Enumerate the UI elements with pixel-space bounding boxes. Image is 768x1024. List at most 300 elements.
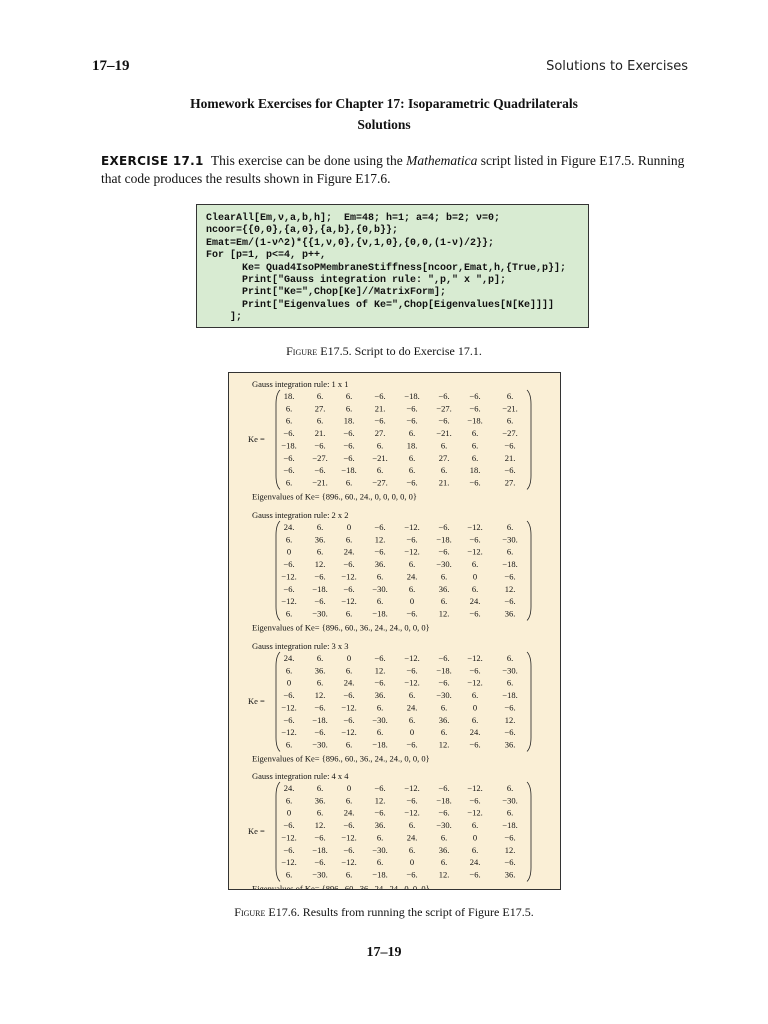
matrix-bracket-left <box>276 652 280 751</box>
matrix-cell: −6. <box>374 783 386 793</box>
matrix-cell: 24. <box>406 702 418 713</box>
matrix-cell: 6. <box>408 559 416 570</box>
matrix-cell: 6. <box>471 714 479 725</box>
matrix-cell: 12. <box>438 739 450 750</box>
matrix-cell: −18. <box>341 465 357 476</box>
matrix-cell: −6. <box>314 702 326 713</box>
matrix-cell: 6. <box>471 690 479 701</box>
matrix-cell: −18. <box>372 869 388 880</box>
matrix-cell: −12. <box>281 702 297 713</box>
matrix-bracket-left <box>276 521 280 620</box>
matrix-cell: −6. <box>343 559 355 570</box>
matrix-cell: 6. <box>471 844 479 855</box>
matrix-cell: 6. <box>471 820 479 831</box>
matrix-cell: −18. <box>312 583 328 594</box>
matrix-cell: −12. <box>467 807 483 818</box>
matrix-cell: 6. <box>285 534 293 545</box>
ke-label: Ke = <box>248 826 265 837</box>
matrix-cell: 36. <box>504 608 516 619</box>
matrix-cell: 24. <box>283 522 295 532</box>
matrix-cell: −12. <box>281 832 297 843</box>
matrix-cell: −6. <box>343 428 355 439</box>
matrix-cell: −6. <box>406 534 418 545</box>
matrix-cell: −18. <box>502 559 518 570</box>
matrix-cell: 12. <box>504 583 516 594</box>
matrix-cell: 18. <box>469 465 481 476</box>
matrix-cell: −18. <box>312 714 328 725</box>
matrix-cell: −6. <box>314 440 326 451</box>
results-output <box>228 372 561 890</box>
matrix-cell: −6. <box>504 702 516 713</box>
matrix-cell: 36. <box>438 844 450 855</box>
matrix-cell: −6. <box>314 596 326 607</box>
matrix-cell: −12. <box>404 783 420 793</box>
matrix-cell: 6. <box>471 583 479 594</box>
matrix-cell: −6. <box>406 739 418 750</box>
matrix-cell: −12. <box>404 546 420 557</box>
matrix-cell: −6. <box>469 869 481 880</box>
running-header: Solutions to Exercises <box>546 59 688 74</box>
matrix-cell: −6. <box>374 546 386 557</box>
matrix-cell: −6. <box>438 807 450 818</box>
matrix-cell: −6. <box>374 415 386 426</box>
matrix-cell: −6. <box>406 415 418 426</box>
matrix-cell: −12. <box>281 596 297 607</box>
matrix-cell: −6. <box>314 727 326 738</box>
matrix-cell: 24. <box>283 783 295 793</box>
matrix-cell: 36. <box>438 583 450 594</box>
matrix-cell: −21. <box>312 477 328 488</box>
matrix-cell: 6. <box>345 739 353 750</box>
matrix-cell: −6. <box>504 440 516 451</box>
matrix-cell: 6. <box>285 415 293 426</box>
matrix-cell: −6. <box>438 522 450 532</box>
figure-caption-text: E17.5. Script to do Exercise 17.1. <box>320 344 482 358</box>
matrix-cell: 24. <box>469 596 481 607</box>
matrix-cell: −12. <box>281 571 297 582</box>
matrix-cell: 27. <box>374 428 386 439</box>
matrix-cell: −30. <box>312 608 328 619</box>
matrix-cell: 6. <box>345 665 353 676</box>
matrix-cell: 6. <box>376 727 384 738</box>
matrix-cell: 0 <box>346 783 352 793</box>
matrix-cell: 6. <box>316 546 324 557</box>
matrix-cell: −6. <box>469 665 481 676</box>
matrix-cell: −6. <box>504 571 516 582</box>
figure-caption-text: E17.6. Results from running the script of Figure E17.5. <box>268 905 534 919</box>
matrix-cell: 6. <box>345 869 353 880</box>
matrix-bracket-left <box>276 782 280 881</box>
matrix-cell: −30. <box>372 714 388 725</box>
matrix-cell: 6. <box>408 428 416 439</box>
matrix-cell: −6. <box>406 869 418 880</box>
matrix-cell: 6. <box>316 391 324 401</box>
matrix-cell: 6. <box>345 477 353 488</box>
code-line: ClearAll[Em,ν,a,b,h]; Em=48; h=1; a=4; b=2; ν=0; <box>206 213 501 224</box>
matrix-cell: −18. <box>372 608 388 619</box>
matrix-cell: −6. <box>469 795 481 806</box>
matrix-cell: −6. <box>438 783 450 793</box>
matrix-cell: 6. <box>316 522 324 532</box>
matrix-cell: −18. <box>436 795 452 806</box>
matrix-cell: −6. <box>343 452 355 463</box>
matrix-cell: 6. <box>471 559 479 570</box>
matrix-cell: 0 <box>409 596 415 607</box>
matrix-cell: −12. <box>404 807 420 818</box>
page-number-top: 17–19 <box>92 58 130 74</box>
matrix-cell: −18. <box>467 415 483 426</box>
matrix-cell: −6. <box>504 857 516 868</box>
matrix-cell: 6. <box>506 522 514 532</box>
results-matrices <box>229 373 560 889</box>
matrix-cell: −12. <box>281 727 297 738</box>
matrix-cell: 36. <box>314 665 326 676</box>
matrix-cell: 0 <box>472 832 478 843</box>
code-line: Emat=Em/(1-ν^2)*{{1,ν,0},{ν,1,0},{0,0,(1-ν)/2}}; <box>206 237 495 249</box>
gauss-rule-label: Gauss integration rule: 4 x 4 <box>252 771 349 781</box>
matrix-cell: −6. <box>469 739 481 750</box>
matrix-cell: −12. <box>404 677 420 688</box>
matrix-cell: −6. <box>374 653 386 663</box>
page-number-bottom: 17–19 <box>366 945 402 960</box>
matrix-cell: −6. <box>438 677 450 688</box>
matrix-cell: −12. <box>341 857 357 868</box>
matrix-cell: 6. <box>345 534 353 545</box>
matrix-cell: 27. <box>504 477 516 488</box>
matrix-cell: −6. <box>314 832 326 843</box>
matrix-cell: −30. <box>436 690 452 701</box>
matrix-cell: 0 <box>409 727 415 738</box>
matrix-cell: −30. <box>372 583 388 594</box>
matrix-cell: 21. <box>374 403 386 414</box>
matrix-cell: −6. <box>406 795 418 806</box>
matrix-cell: −18. <box>436 534 452 545</box>
matrix-cell: −27. <box>502 428 518 439</box>
matrix-cell: −6. <box>504 465 516 476</box>
matrix-cell: 6. <box>376 857 384 868</box>
matrix-cell: 6. <box>506 653 514 663</box>
matrix-bracket-right <box>527 652 531 751</box>
code-listing <box>196 204 589 328</box>
gauss-rule-label: Gauss integration rule: 3 x 3 <box>252 641 349 651</box>
matrix-cell: 12. <box>374 665 386 676</box>
matrix-cell: −6. <box>283 820 295 831</box>
matrix-cell: 0 <box>472 702 478 713</box>
matrix-cell: −6. <box>374 391 386 401</box>
matrix-cell: 6. <box>285 869 293 880</box>
matrix-cell: 36. <box>504 739 516 750</box>
matrix-cell: 6. <box>440 440 448 451</box>
matrix-cell: −6. <box>343 844 355 855</box>
matrix-cell: −12. <box>404 522 420 532</box>
matrix-cell: 6. <box>408 844 416 855</box>
matrix-cell: −6. <box>504 596 516 607</box>
matrix-cell: 6. <box>316 415 324 426</box>
matrix-cell: −30. <box>502 795 518 806</box>
matrix-cell: 6. <box>471 452 479 463</box>
matrix-cell: 36. <box>374 690 386 701</box>
matrix-cell: −6. <box>469 477 481 488</box>
matrix-cell: 0 <box>346 522 352 532</box>
matrix-cell: 12. <box>438 869 450 880</box>
matrix-cell: −6. <box>283 690 295 701</box>
matrix-cell: −6. <box>438 653 450 663</box>
matrix-cell: 6. <box>506 807 514 818</box>
figure-caption-e17-6 <box>0 905 768 920</box>
matrix-cell: −27. <box>312 452 328 463</box>
matrix-cell: 6. <box>376 465 384 476</box>
matrix-cell: 6. <box>285 403 293 414</box>
code-line: Print["Eigenvalues of Ke=",Chop[Eigenvalues[N[Ke]]]] <box>206 299 555 311</box>
matrix-cell: −12. <box>341 596 357 607</box>
matrix-cell: 6. <box>285 608 293 619</box>
matrix-cell: 12. <box>314 559 326 570</box>
matrix-cell: −30. <box>436 559 452 570</box>
matrix-cell: −6. <box>283 844 295 855</box>
matrix-cell: 6. <box>345 795 353 806</box>
code-line: Ke= Quad4IsoPMembraneStiffness[ncoor,Emat,h,{True,p}]; <box>206 262 567 274</box>
matrix-cell: 36. <box>438 714 450 725</box>
matrix-cell: −12. <box>341 571 357 582</box>
matrix-cell: −6. <box>283 583 295 594</box>
code-line: ]; <box>206 312 243 324</box>
matrix-cell: 6. <box>506 677 514 688</box>
matrix-cell: −6. <box>314 465 326 476</box>
exercise-text-after: script listed in Figure E17.5. Running that code produces the results shown in Figure E17.6. <box>101 153 685 186</box>
matrix-cell: 18. <box>343 415 355 426</box>
matrix-cell: 6. <box>440 465 448 476</box>
matrix-cell: −6. <box>314 857 326 868</box>
matrix-cell: −30. <box>502 534 518 545</box>
matrix-cell: 6. <box>440 571 448 582</box>
matrix-bracket-left <box>276 390 280 489</box>
matrix-cell: −6. <box>438 546 450 557</box>
exercise-emphasis: Mathematica <box>406 153 478 168</box>
matrix-cell: 36. <box>314 534 326 545</box>
matrix-cell: 6. <box>285 739 293 750</box>
matrix-cell: −6. <box>406 608 418 619</box>
matrix-cell: 6. <box>440 857 448 868</box>
matrix-cell: −12. <box>467 522 483 532</box>
matrix-cell: 6. <box>506 415 514 426</box>
matrix-cell: −6. <box>283 452 295 463</box>
matrix-cell: 12. <box>504 714 516 725</box>
matrix-cell: 24. <box>469 727 481 738</box>
matrix-cell: 6. <box>345 403 353 414</box>
matrix-cell: −12. <box>341 832 357 843</box>
matrix-cell: 6. <box>376 832 384 843</box>
matrix-cell: 6. <box>506 546 514 557</box>
matrix-cell: −12. <box>341 702 357 713</box>
matrix-cell: −6. <box>343 440 355 451</box>
matrix-cell: −6. <box>504 832 516 843</box>
matrix-cell: 6. <box>408 465 416 476</box>
matrix-cell: 12. <box>314 820 326 831</box>
matrix-cell: 0 <box>346 653 352 663</box>
matrix-cell: 12. <box>438 608 450 619</box>
matrix-cell: −6. <box>343 690 355 701</box>
matrix-bracket-right <box>527 521 531 620</box>
matrix-cell: 6. <box>285 665 293 676</box>
matrix-cell: 6. <box>506 391 514 401</box>
matrix-cell: −6. <box>343 583 355 594</box>
ke-label: Ke = <box>248 696 265 707</box>
matrix-cell: 6. <box>285 477 293 488</box>
matrix-cell: 6. <box>408 690 416 701</box>
code-line: ncoor={{0,0},{a,0},{a,b},{0,b}}; <box>206 225 399 237</box>
gauss-rule-label: Gauss integration rule: 2 x 2 <box>252 510 349 520</box>
matrix-cell: −27. <box>372 477 388 488</box>
matrix-cell: −6. <box>438 415 450 426</box>
matrix-cell: −6. <box>406 665 418 676</box>
matrix-cell: 6. <box>408 452 416 463</box>
matrix-cell: −6. <box>406 477 418 488</box>
matrix-cell: 12. <box>314 690 326 701</box>
matrix-cell: 0 <box>409 857 415 868</box>
matrix-cell: −21. <box>372 452 388 463</box>
matrix-cell: 24. <box>343 677 355 688</box>
figure-label: Figure <box>234 905 266 919</box>
matrix-cell: −6. <box>283 428 295 439</box>
matrix-bracket-right <box>527 390 531 489</box>
exercise-paragraph <box>101 152 689 188</box>
matrix-cell: 6. <box>506 783 514 793</box>
matrix-cell: 36. <box>504 869 516 880</box>
matrix-cell: −6. <box>283 714 295 725</box>
matrix-cell: −18. <box>502 820 518 831</box>
matrix-cell: −6. <box>314 571 326 582</box>
matrix-cell: 6. <box>316 783 324 793</box>
matrix-cell: −6. <box>469 534 481 545</box>
eigenvalues-line: Eigenvalues of Ke= {896., 60., 36., 24., 24., 0, 0, 0} <box>252 883 430 889</box>
matrix-cell: 6. <box>285 795 293 806</box>
matrix-cell: −12. <box>467 546 483 557</box>
matrix-cell: 27. <box>438 452 450 463</box>
matrix-cell: −12. <box>467 783 483 793</box>
matrix-cell: 0 <box>286 546 292 557</box>
matrix-cell: 6. <box>376 596 384 607</box>
figure-label: Figure <box>286 344 318 358</box>
matrix-cell: −18. <box>372 739 388 750</box>
eigenvalues-line: Eigenvalues of Ke= {896., 60., 24., 0, 0, 0, 0, 0} <box>252 491 417 502</box>
matrix-cell: −30. <box>372 844 388 855</box>
matrix-cell: 36. <box>374 559 386 570</box>
matrix-cell: 6. <box>440 727 448 738</box>
matrix-cell: 6. <box>440 702 448 713</box>
matrix-cell: 12. <box>504 844 516 855</box>
matrix-cell: −6. <box>504 727 516 738</box>
matrix-cell: −6. <box>343 820 355 831</box>
code-line: Print["Ke=",Chop[Ke]//MatrixForm]; <box>206 287 447 299</box>
matrix-cell: 6. <box>376 571 384 582</box>
matrix-cell: 6. <box>376 440 384 451</box>
chapter-subtitle: Solutions <box>357 117 411 132</box>
matrix-cell: −18. <box>436 665 452 676</box>
matrix-cell: −12. <box>404 653 420 663</box>
matrix-cell: −30. <box>502 665 518 676</box>
matrix-cell: 21. <box>504 452 516 463</box>
chapter-title: Homework Exercises for Chapter 17: Isoparametric Quadrilaterals <box>190 96 578 111</box>
matrix-cell: 6. <box>471 428 479 439</box>
matrix-cell: 24. <box>406 571 418 582</box>
ke-label: Ke = <box>248 434 265 445</box>
matrix-cell: 21. <box>314 428 326 439</box>
matrix-cell: −12. <box>467 677 483 688</box>
matrix-cell: −12. <box>341 727 357 738</box>
matrix-cell: 6. <box>440 596 448 607</box>
matrix-cell: 24. <box>343 546 355 557</box>
matrix-cell: −30. <box>312 869 328 880</box>
matrix-cell: 6. <box>408 714 416 725</box>
matrix-cell: 24. <box>283 653 295 663</box>
code-text <box>206 213 566 325</box>
matrix-cell: 24. <box>343 807 355 818</box>
matrix-cell: 21. <box>438 477 450 488</box>
matrix-cell: 0 <box>286 807 292 818</box>
matrix-cell: −6. <box>469 391 481 401</box>
matrix-cell: −18. <box>312 844 328 855</box>
exercise-label: EXERCISE 17.1 <box>101 154 204 168</box>
matrix-cell: 6. <box>316 677 324 688</box>
matrix-cell: 24. <box>469 857 481 868</box>
matrix-cell: −27. <box>436 403 452 414</box>
matrix-cell: −6. <box>406 403 418 414</box>
matrix-cell: −6. <box>438 391 450 401</box>
matrix-cell: 27. <box>314 403 326 414</box>
matrix-cell: 36. <box>374 820 386 831</box>
matrix-cell: 12. <box>374 534 386 545</box>
matrix-cell: −12. <box>467 653 483 663</box>
code-line: For [p=1, p<=4, p++, <box>206 250 327 262</box>
matrix-cell: 6. <box>345 608 353 619</box>
matrix-cell: 6. <box>316 653 324 663</box>
matrix-cell: 18. <box>406 440 418 451</box>
matrix-cell: −30. <box>436 820 452 831</box>
code-line: Print["Gauss integration rule: ",p," x ",p]; <box>206 275 507 287</box>
matrix-cell: 6. <box>376 702 384 713</box>
matrix-cell: 18. <box>283 391 295 401</box>
matrix-cell: −6. <box>374 522 386 532</box>
matrix-cell: −18. <box>281 440 297 451</box>
exercise-text-before: This exercise can be done using the <box>210 153 403 168</box>
gauss-rule-label: Gauss integration rule: 1 x 1 <box>252 379 349 389</box>
matrix-cell: −6. <box>469 403 481 414</box>
matrix-cell: 6. <box>471 440 479 451</box>
matrix-cell: 0 <box>286 677 292 688</box>
matrix-cell: −21. <box>436 428 452 439</box>
matrix-cell: 24. <box>406 832 418 843</box>
figure-caption-e17-5 <box>0 344 768 359</box>
matrix-cell: 12. <box>374 795 386 806</box>
matrix-cell: −6. <box>283 465 295 476</box>
matrix-cell: −6. <box>283 559 295 570</box>
matrix-cell: 0 <box>472 571 478 582</box>
matrix-cell: 6. <box>408 583 416 594</box>
matrix-cell: −6. <box>374 807 386 818</box>
matrix-cell: 36. <box>314 795 326 806</box>
matrix-cell: −6. <box>374 677 386 688</box>
eigenvalues-line: Eigenvalues of Ke= {896., 60., 36., 24., 24., 0, 0, 0} <box>252 753 430 764</box>
matrix-cell: −30. <box>312 739 328 750</box>
matrix-cell: −21. <box>502 403 518 414</box>
matrix-cell: −18. <box>502 690 518 701</box>
matrix-cell: 6. <box>345 391 353 401</box>
eigenvalues-line: Eigenvalues of Ke= {896., 60., 36., 24., 24., 0, 0, 0} <box>252 622 430 633</box>
matrix-cell: −6. <box>343 714 355 725</box>
matrix-cell: 6. <box>440 832 448 843</box>
matrix-bracket-right <box>527 782 531 881</box>
matrix-cell: −6. <box>469 608 481 619</box>
